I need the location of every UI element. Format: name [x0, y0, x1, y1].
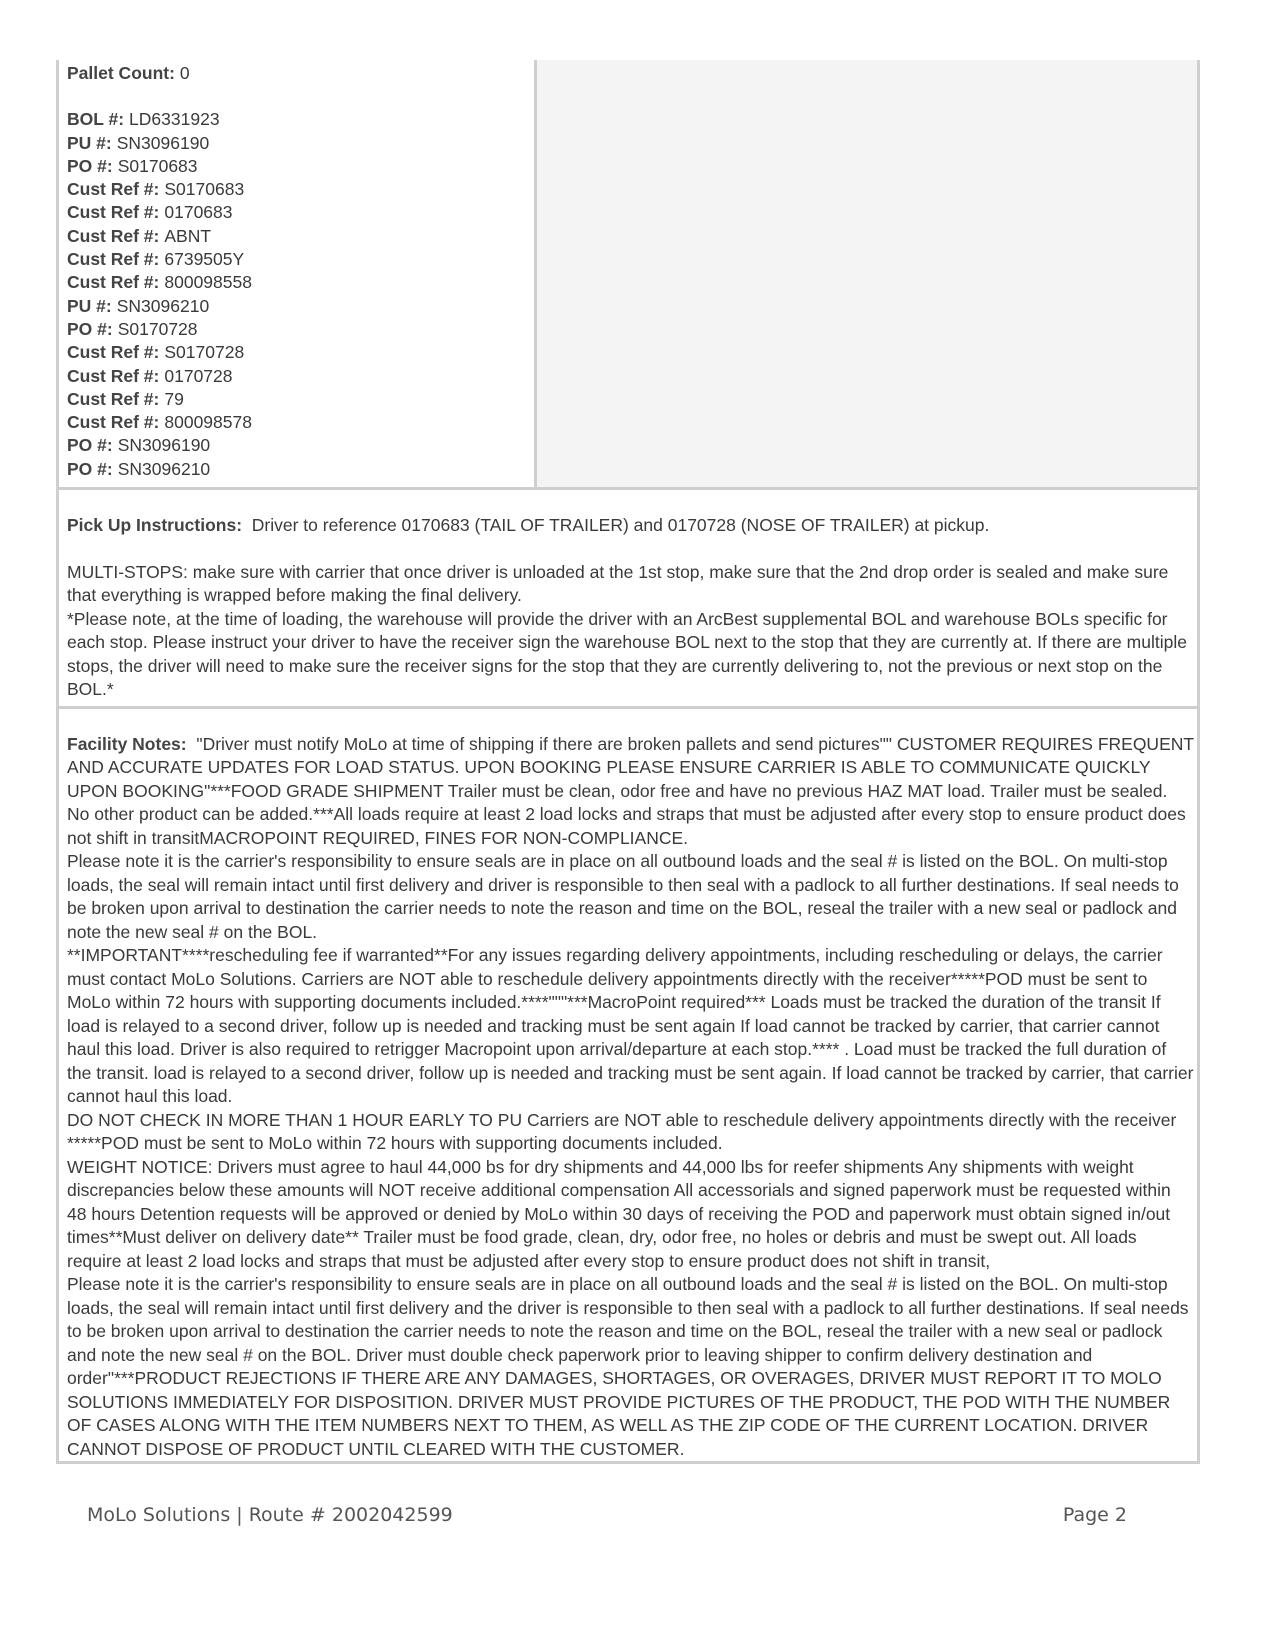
footer-page-number: Page 2 [1062, 1504, 1127, 1526]
facility-para-5: WEIGHT NOTICE: Drivers must agree to haul 44,000 bs for dry shipments and 44,000 lbs for reefer shipments Any shipments with weight discrepancies below these amounts will NOT receive additional compensation All accessorials and signed paperwork must be requested within 48 hours Detention requests will be approved or denied by MoLo within 30 days of receiving the POD and paperwork must obtain signed in/out times**Must deliver on delivery date** Trailer must be food grade, clean, dry, odor free, no holes or debris and must be swept out. All loads require at least 2 load locks and straps that must be adjusted after every stop to ensure product does not shift in transit, [67, 1156, 1171, 1271]
document-body [56, 60, 1200, 1464]
reference-value: S0170728 [117, 318, 198, 339]
reference-value: LD6331923 [129, 109, 220, 130]
reference-label: Cust Ref #: [67, 225, 160, 246]
pallet-count-label: Pallet Count: [67, 63, 175, 83]
facility-text-1: "Driver must notify MoLo at time of shipping if there are broken pallets and send pictures"" CUSTOMER REQUIRES FREQUENT AND ACCURATE UPDATES FOR LOAD STATUS. UPON BOOKING PLEASE ENSURE CARRIER IS ABLE TO COMMUNICATE QUICKLY UPON BOOKING"***FOOD GRADE SHIPMENT Trailer must be clean, odor free and have no previous HAZ MAT load. Trailer must be sealed. No other product can be added.***All loads require at least 2 load locks and straps that must be adjusted after every stop to ensure product does not shift in transitMACROPOINT REQUIRED, FINES FOR NON-COMPLIANCE. [67, 733, 1194, 848]
footer-route: MoLo Solutions | Route # 2002042599 [87, 1504, 453, 1526]
pickup-instructions-section [56, 490, 1200, 709]
reference-line [67, 201, 526, 224]
reference-line [67, 411, 526, 434]
reference-line [67, 318, 526, 341]
reference-value: 800098558 [164, 272, 252, 293]
page-footer [87, 1504, 1127, 1526]
reference-label: PO #: [67, 458, 113, 479]
facility-para-4: DO NOT CHECK IN MORE THAN 1 HOUR EARLY TO PU Carriers are NOT able to reschedule delivery appointments directly with the receiver *****POD must be sent to MoLo within 72 hours with supporting documents included. [67, 1109, 1177, 1153]
reference-label: PU #: [67, 295, 112, 316]
reference-value: ABNT [164, 225, 212, 246]
reference-label: Cust Ref #: [67, 272, 160, 293]
reference-line [67, 434, 526, 457]
reference-line [67, 295, 526, 318]
reference-label: Cust Ref #: [67, 365, 160, 386]
reference-label: Cust Ref #: [67, 249, 160, 270]
reference-line [67, 341, 526, 364]
reference-label: Cust Ref #: [67, 388, 160, 409]
facility-para-3: **IMPORTANT****rescheduling fee if warranted**For any issues regarding delivery appointments, including rescheduling or delays, the carrier must contact MoLo Solutions. Carriers are NOT able to reschedule delivery appointments directly with the receiver*****POD must be sent to MoLo within 72 hours with supporting documents included.****"""***MacroPoint required*** Loads must be tracked the duration of the transit If load is relayed to a second driver, follow up is needed and tracking must be sent again If load cannot be tracked by carrier, that carrier cannot haul this load. Driver is also required to retrigger Macropoint upon arrival/departure at each stop.**** . Load must be tracked the full duration of the transit. load is relayed to a second driver, follow up is needed and tracking must be sent again. If load cannot be tracked by carrier, that carrier cannot haul this load. [67, 945, 1194, 1106]
facility-notes-section [56, 709, 1200, 1465]
reference-row [56, 60, 1200, 490]
reference-line [67, 108, 526, 131]
reference-line [67, 388, 526, 411]
reference-line [67, 365, 526, 388]
reference-value: SN3096190 [117, 435, 211, 456]
reference-value: 800098578 [164, 412, 252, 433]
reference-value: SN3096210 [116, 295, 210, 316]
reference-value: S0170683 [117, 155, 198, 176]
reference-label: PO #: [67, 435, 113, 456]
pickup-text: Driver to reference 0170683 (TAIL OF TRAILER) and 0170728 (NOSE OF TRAILER) at pickup. [251, 515, 990, 535]
facility-para-2: Please note it is the carrier's responsibility to ensure seals are in place on all outbound loads and the seal # is listed on the BOL. On multi-stop loads, the seal will remain intact until first delivery and driver is responsible to then seal with a padlock to all further destinations. If seal needs to be broken upon arrival to destination the carrier needs to note the reason and time on the BOL, reseal the trailer with a new seal or padlock and note the new seal # on the BOL. [67, 851, 1179, 942]
spacer [67, 85, 526, 108]
reference-label: Cust Ref #: [67, 202, 160, 223]
reference-line [67, 132, 526, 155]
empty-panel [537, 60, 1197, 487]
reference-list [67, 108, 526, 481]
reference-label: PU #: [67, 132, 112, 153]
reference-label: BOL #: [67, 109, 125, 130]
reference-line [67, 178, 526, 201]
reference-label: Cust Ref #: [67, 412, 160, 433]
reference-value: S0170683 [164, 179, 245, 200]
reference-label: PO #: [67, 155, 113, 176]
pallet-count-value: 0 [179, 63, 190, 83]
facility-para-6: Please note it is the carrier's responsibility to ensure seals are in place on all outbound loads and the seal # is listed on the BOL. On multi-stop loads, the seal will remain intact until first delivery and the driver is responsible to then seal with a padlock to all further destinations. If seal needs to be broken upon arrival to destination the carrier needs to note the reason and time on the BOL, reseal the trailer with a new seal or padlock and note the new seal # on the BOL. Driver must double check paperwork prior to leaving shipper to confirm delivery destination and order"***PRODUCT REJECTIONS IF THERE ARE ANY DAMAGES, SHORTAGES, OR OVERAGES, DRIVER MUST REPORT IT TO MOLO SOLUTIONS IMMEDIATELY FOR DISPOSITION. DRIVER MUST PROVIDE PICTURES OF THE PRODUCT, THE POD WITH THE NUMBER OF CASES ALONG WITH THE ITEM NUMBERS NEXT TO THEM, AS WELL AS THE ZIP CODE OF THE CURRENT LOCATION. DRIVER CANNOT DISPOSE OF PRODUCT UNTIL CLEARED WITH THE CUSTOMER. [67, 1274, 1189, 1459]
pickup-label: Pick Up Instructions: [67, 515, 243, 535]
reference-line [67, 458, 526, 481]
reference-value: 6739505Y [164, 249, 245, 270]
reference-line [67, 155, 526, 178]
reference-value: 0170683 [164, 202, 233, 223]
reference-line [67, 271, 526, 294]
reference-value: SN3096190 [116, 132, 210, 153]
reference-column [59, 60, 537, 487]
spacer [67, 538, 1194, 561]
reference-label: Cust Ref #: [67, 179, 160, 200]
reference-value: 0170728 [164, 365, 233, 386]
reference-label: Cust Ref #: [67, 342, 160, 363]
reference-line [67, 225, 526, 248]
reference-label: PO #: [67, 318, 113, 339]
facility-para-1 [67, 733, 1194, 851]
pickup-first-line [67, 514, 1194, 538]
pickup-multi-stops: MULTI-STOPS: make sure with carrier that once driver is unloaded at the 1st stop, make sure that the 2nd drop order is sealed and make sure that everything is wrapped before making the final delivery. [67, 561, 1169, 605]
facility-label: Facility Notes: [67, 733, 187, 754]
reference-value: 79 [164, 388, 184, 409]
pallet-count-line [67, 62, 526, 85]
reference-value: SN3096210 [117, 458, 211, 479]
reference-value: S0170728 [164, 342, 245, 363]
pickup-note: *Please note, at the time of loading, the warehouse will provide the driver with an ArcBest supplemental BOL and warehouse BOLs specific for each stop. Please instruct your driver to have the receiver sign the warehouse BOL next to the stop that they are currently at. If there are multiple stops, the driver will need to make sure the receiver signs for the stop that they are currently delivering to, not the previous or next stop on the BOL.* [67, 608, 1187, 699]
reference-line [67, 248, 526, 271]
